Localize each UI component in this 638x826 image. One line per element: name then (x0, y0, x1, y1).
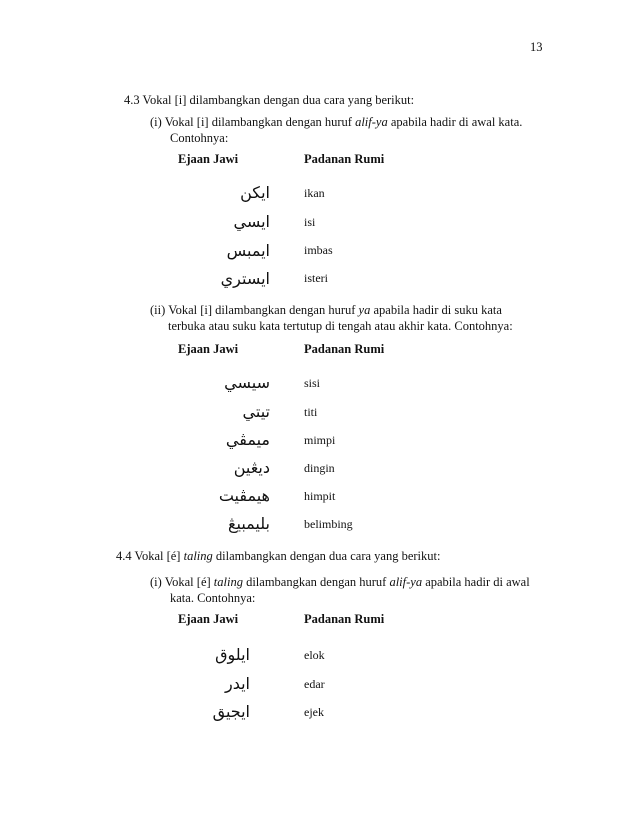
item-text-before: Vokal [i] dilambangkan dengan huruf (168, 303, 359, 317)
heading-italic: taling (183, 549, 213, 563)
col-header-jawi: Ejaan Jawi (178, 612, 239, 626)
item-text-after: apabila hadir di suku kata (370, 303, 502, 317)
jawi-word: ايجيق (212, 702, 250, 721)
section-4-4-item-i (150, 574, 546, 606)
item-continuation: Contohnya: (170, 131, 229, 145)
rumi-word: edar (304, 677, 325, 691)
item-continuation: terbuka atau suku kata tertutup di tengah atau akhir kata. Contohnya: (168, 319, 513, 333)
col-header-rumi: Padanan Rumi (304, 612, 385, 626)
item-italic: ya (358, 303, 371, 317)
rumi-word: dingin (304, 461, 335, 475)
rumi-word: ejek (304, 705, 324, 719)
item-italic: alif-ya (389, 575, 423, 589)
rumi-word: imbas (304, 243, 333, 257)
col-header-jawi: Ejaan Jawi (178, 342, 239, 356)
rumi-word: isteri (304, 271, 328, 285)
item-label: (ii) (150, 303, 166, 317)
jawi-word: بليمبيڠ (228, 514, 270, 533)
jawi-word: ايکن (240, 183, 270, 202)
rumi-word: mimpi (304, 433, 336, 447)
jawi-word: ميمڤي (225, 430, 270, 449)
rumi-word: belimbing (304, 517, 353, 531)
jawi-word: ايمبس (226, 241, 270, 260)
item-text-mid: dilambangkan dengan huruf (242, 575, 390, 589)
jawi-word: ايلوق (215, 645, 250, 664)
item-label: (i) (150, 575, 162, 589)
heading-prefix: 4.4 Vokal [é] (116, 549, 184, 563)
item-text-after: apabila hadir di awal kata. (387, 115, 523, 129)
rumi-word: himpit (304, 489, 336, 503)
jawi-word: تيتي (242, 402, 270, 421)
item-italic-1: taling (213, 575, 243, 589)
jawi-word: ايستري (220, 269, 270, 288)
rumi-word: elok (304, 648, 325, 662)
item-label: (i) (150, 115, 162, 129)
jawi-word: ديڠين (233, 458, 270, 477)
section-4-3-heading: 4.3 Vokal [i] dilambangkan dengan dua cara yang berikut: (124, 93, 415, 107)
col-header-rumi: Padanan Rumi (304, 152, 385, 166)
section-4-3-item-ii (150, 302, 546, 334)
jawi-word: ايسي (233, 212, 270, 231)
jawi-word: ايدر (224, 674, 250, 693)
jawi-word: سيسي (224, 373, 270, 392)
item-continuation: kata. Contohnya: (170, 591, 256, 605)
item-text-before: Vokal [é] (164, 575, 214, 589)
section-4-3-item-i (150, 114, 546, 146)
page-number: 13 (530, 40, 543, 54)
rumi-word: isi (304, 215, 316, 229)
rumi-word: sisi (304, 376, 321, 390)
item-text-after: apabila hadir di awal (422, 575, 530, 589)
jawi-word: هيمڤيت (218, 486, 270, 505)
section-4-4-heading (116, 549, 440, 564)
rumi-word: titi (304, 405, 318, 419)
col-header-rumi: Padanan Rumi (304, 342, 385, 356)
item-text-before: Vokal [i] dilambangkan dengan huruf (164, 115, 356, 129)
item-italic: alif-ya (355, 115, 388, 129)
col-header-jawi: Ejaan Jawi (178, 152, 239, 166)
rumi-word: ikan (304, 186, 325, 200)
heading-suffix: dilambangkan dengan dua cara yang berikut: (212, 549, 441, 563)
